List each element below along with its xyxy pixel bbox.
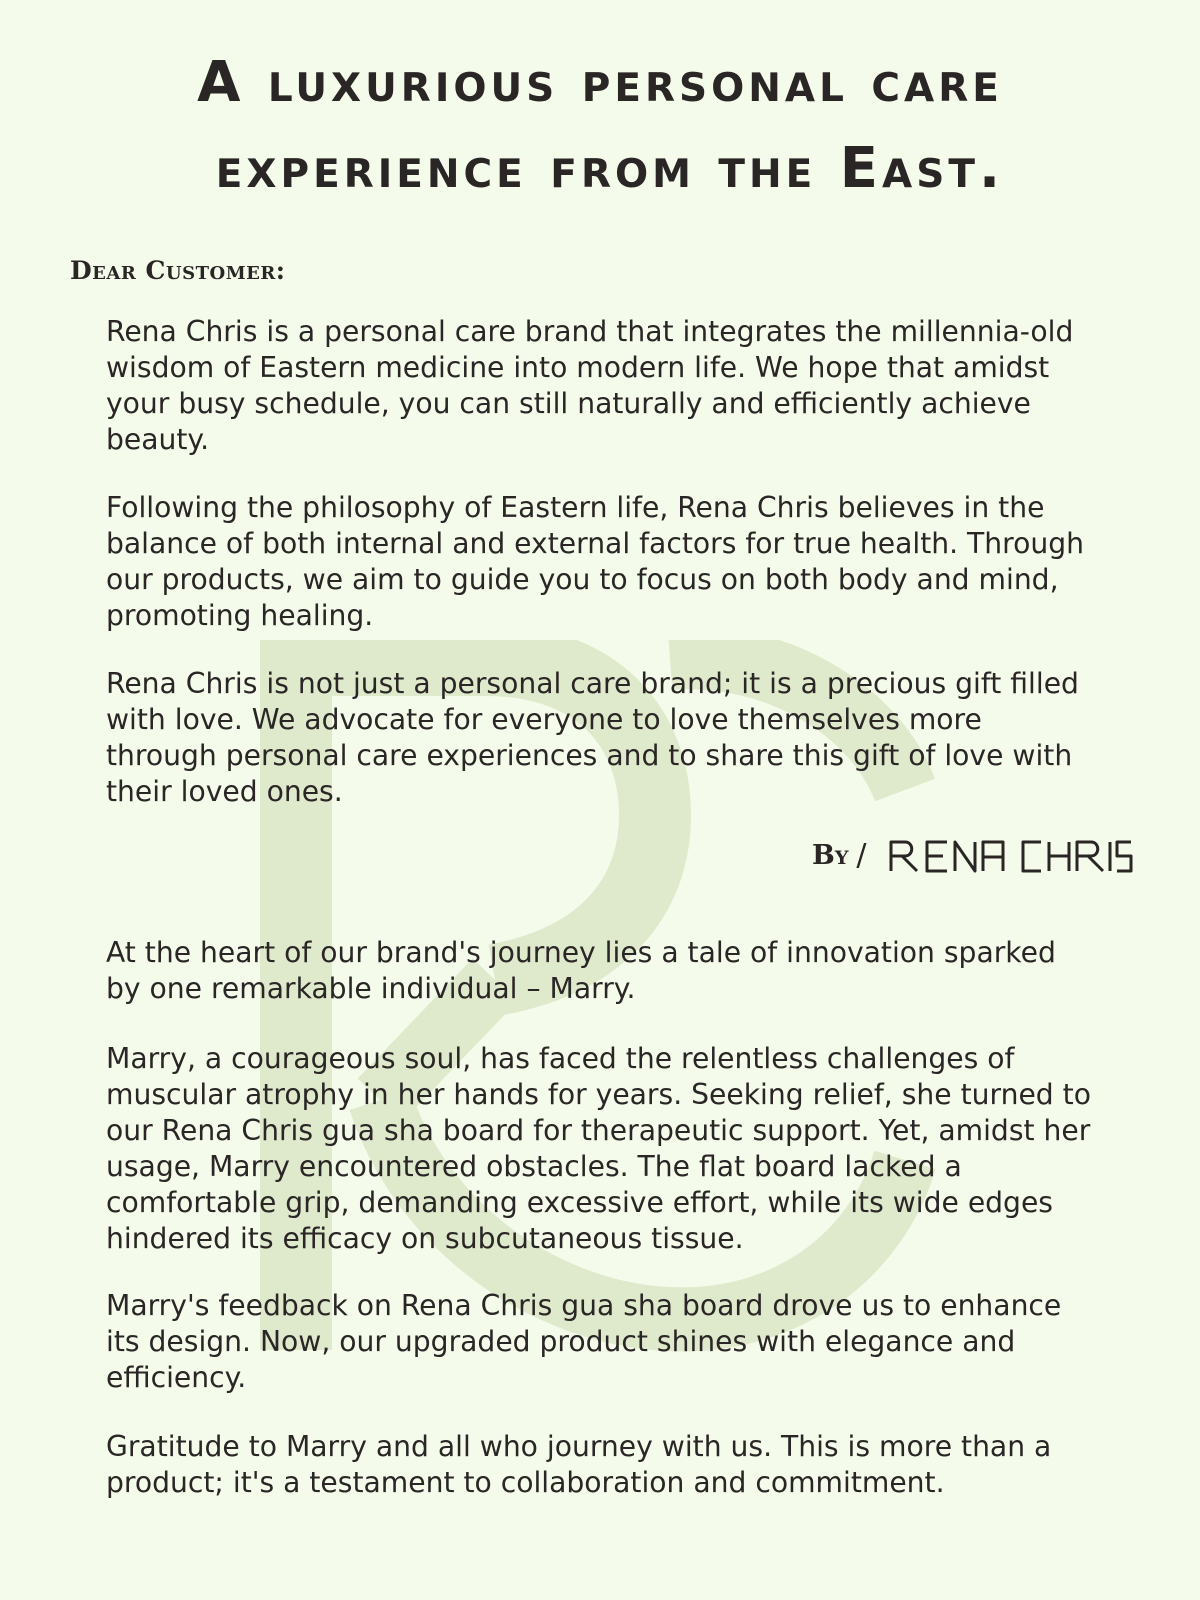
paragraph-marry-story: Marry, a courageous soul, has faced the relentless challenges of muscular atrophy in her hands for years. Seeking relief, she turned to our Rena Chris gua sha board for therapeutic support. Yet, amidst her usage, Marry encountered obstacles. The flat board lacked a comfortable grip, demanding excessive effort, while its wide edges hindered its efficacy on subcutaneous tissue. — [106, 1042, 1091, 1255]
title-line-1: A luxurious personal care — [197, 50, 1003, 115]
rena-chris-logo — [889, 839, 1133, 873]
greeting: Dear Customer: — [70, 256, 286, 285]
by-slash: / — [856, 838, 867, 873]
signature — [812, 838, 1133, 873]
paragraph-gratitude: Gratitude to Marry and all who journey with us. This is more than a product; it's a testament to collaboration and commitment. — [106, 1430, 1052, 1499]
paragraph-feedback: Marry's feedback on Rena Chris gua sha board drove us to enhance its design. Now, our upgraded product shines with elegance and efficiency. — [106, 1289, 1062, 1394]
page-title — [0, 40, 1200, 212]
paragraph-philosophy: Following the philosophy of Eastern life, Rena Chris believes in the balance of both internal and external factors for true health. Through our products, we aim to guide you to focus on both body and mind, promoting healing. — [106, 491, 1084, 632]
paragraph-journey: At the heart of our brand's journey lies a tale of innovation sparked by one remarkable individual – Marry. — [106, 936, 1056, 1005]
title-line-2: experience from the East. — [215, 136, 1005, 201]
paragraph-intro: Rena Chris is a personal care brand that integrates the millennia-old wisdom of Eastern medicine into modern life. We hope that amidst your busy schedule, you can still naturally and efficiently achieve beauty. — [106, 315, 1074, 456]
by-label: By — [812, 840, 849, 871]
paragraph-gift: Rena Chris is not just a personal care brand; it is a precious gift filled with love. We advocate for everyone to love themselves more through personal care experiences and to share this gift of love with their loved ones. — [106, 667, 1079, 808]
